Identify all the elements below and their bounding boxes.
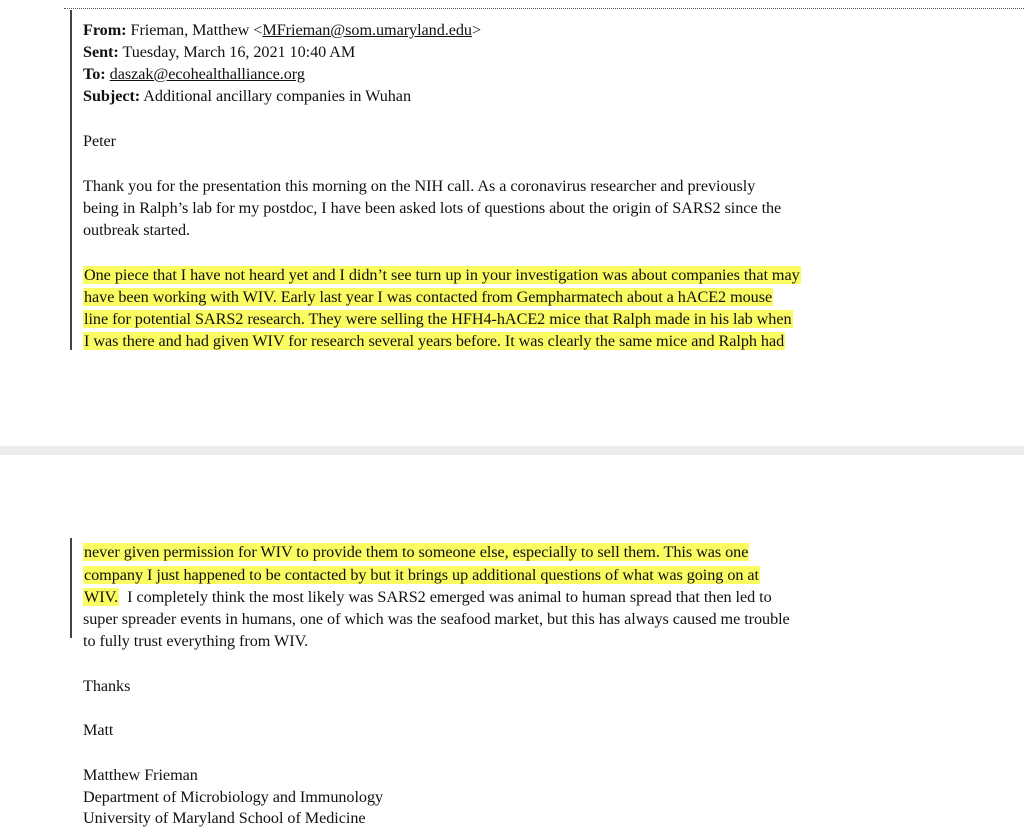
para2-cont-line: super spreader events in humans, one of which was the seafood market, but this has always caused me trouble bbox=[83, 610, 790, 628]
highlighted-text: One piece that I have not heard yet and I didn’t see turn up in your investigation was about companies that may bbox=[84, 266, 800, 284]
from-email-link[interactable]: MFrieman@som.umaryland.edu bbox=[262, 21, 472, 39]
plain-text: I completely think the most likely was SARS2 emerged was animal to human spread that then led to bbox=[119, 588, 772, 606]
para2-cont-line: to fully trust everything from WIV. bbox=[83, 632, 309, 650]
from-value: Frieman, Matthew < bbox=[130, 21, 263, 39]
para2-line bbox=[83, 265, 801, 285]
from-line bbox=[83, 20, 481, 40]
from-label: From: bbox=[83, 21, 127, 39]
signature-name: Matthew Frieman bbox=[83, 766, 198, 784]
margin-bar-top bbox=[70, 10, 72, 350]
para2-line bbox=[83, 331, 785, 351]
para1-line: outbreak started. bbox=[83, 221, 191, 239]
closing: Thanks bbox=[83, 677, 131, 695]
signature-dept: Department of Microbiology and Immunology bbox=[83, 788, 384, 806]
header-divider bbox=[64, 8, 1024, 9]
para2-line bbox=[83, 309, 793, 329]
highlighted-text: company I just happened to be contacted by but it brings up additional questions of what was going on at bbox=[84, 566, 759, 584]
highlighted-text: never given permission for WIV to provide them to someone else, especially to sell them. This was one bbox=[84, 543, 749, 561]
para1-line: being in Ralph’s lab for my postdoc, I have been asked lots of questions about the origin of SARS2 since the bbox=[83, 199, 782, 217]
greeting: Peter bbox=[83, 132, 117, 150]
para2-cont-line bbox=[83, 542, 749, 562]
signature-school: University of Maryland School of Medicine bbox=[83, 809, 366, 827]
highlighted-text: have been working with WIV. Early last year I was contacted from Gempharmatech about a hACE2 mouse bbox=[84, 288, 773, 306]
highlighted-text: I was there and had given WIV for research several years before. It was clearly the same mice and Ralph had bbox=[84, 332, 785, 350]
highlighted-text: line for potential SARS2 research. They were selling the HFH4-hACE2 mice that Ralph made in his lab when bbox=[84, 310, 792, 328]
signoff: Matt bbox=[83, 721, 114, 739]
para2-line bbox=[83, 287, 773, 307]
subject-line bbox=[83, 86, 411, 106]
para2-cont-line bbox=[83, 565, 760, 585]
to-line bbox=[83, 64, 305, 84]
para2-cont-line bbox=[83, 587, 772, 607]
para1-line: Thank you for the presentation this morning on the NIH call. As a coronavirus researcher and previously bbox=[83, 177, 756, 195]
from-close: > bbox=[471, 21, 482, 39]
to-email-link[interactable]: daszak@ecohealthalliance.org bbox=[109, 65, 305, 83]
margin-bar-bottom bbox=[70, 538, 72, 638]
subject-label: Subject: bbox=[83, 87, 141, 105]
sent-value: Tuesday, March 16, 2021 10:40 AM bbox=[122, 43, 356, 61]
to-label: To: bbox=[83, 65, 106, 83]
subject-value: Additional ancillary companies in Wuhan bbox=[143, 87, 411, 105]
page-break bbox=[0, 446, 1024, 455]
sent-line bbox=[83, 42, 355, 62]
highlighted-text: WIV. bbox=[84, 588, 119, 606]
sent-label: Sent: bbox=[83, 43, 119, 61]
